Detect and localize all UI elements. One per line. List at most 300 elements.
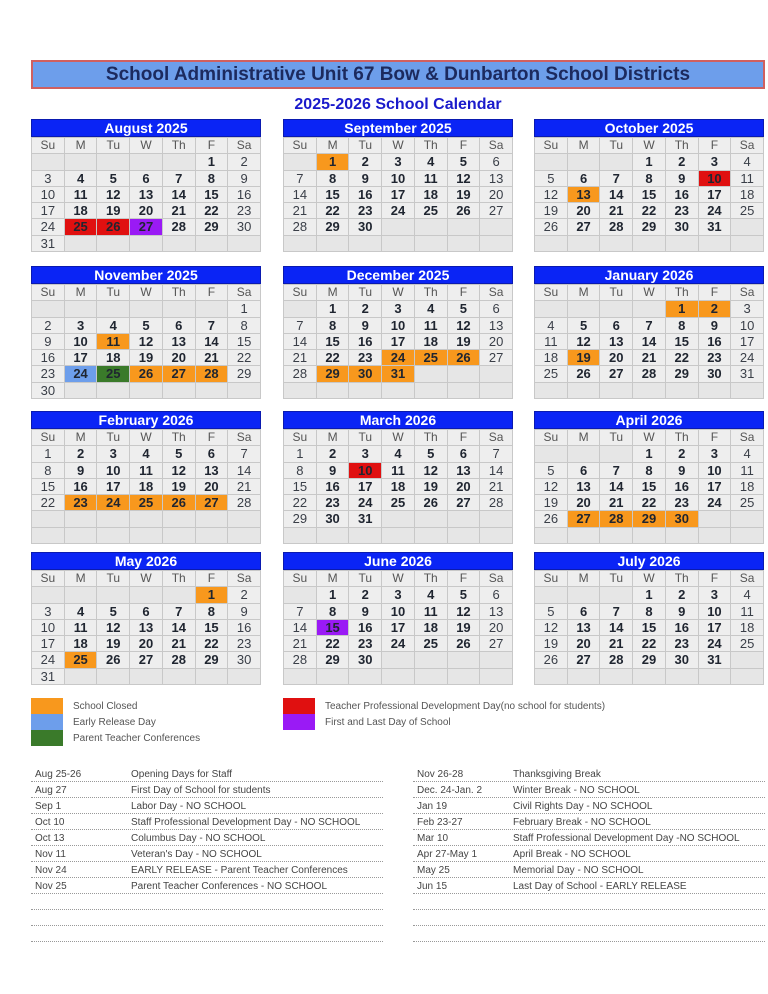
weekday-header: Th <box>163 138 196 154</box>
weekday-header: M <box>568 571 601 587</box>
day-cell: 14 <box>284 620 317 636</box>
event-date: Dec. 24-Jan. 2 <box>417 785 483 796</box>
day-cell: 22 <box>228 350 261 366</box>
weekday-header: W <box>633 285 666 301</box>
day-cell: 1 <box>284 446 317 462</box>
empty-cell <box>163 528 196 544</box>
weekday-header: M <box>317 430 350 446</box>
empty-cell <box>97 587 130 603</box>
empty-cell <box>97 236 130 252</box>
empty-cell <box>415 383 448 399</box>
weekday-header: W <box>130 138 163 154</box>
weekday-header: Tu <box>97 285 130 301</box>
month-title: August 2025 <box>31 119 261 137</box>
day-cell: 26 <box>535 511 568 527</box>
day-cell: 16 <box>228 187 261 203</box>
weekday-header: M <box>568 138 601 154</box>
day-cell: 13 <box>130 620 163 636</box>
day-cell: 2 <box>666 154 699 170</box>
empty-cell <box>130 236 163 252</box>
empty-cell <box>317 669 350 685</box>
month-title: October 2025 <box>534 119 764 137</box>
empty-cell <box>600 669 633 685</box>
day-cell: 29 <box>633 652 666 668</box>
day-cell: 16 <box>666 479 699 495</box>
day-cell: 7 <box>284 171 317 187</box>
day-cell: 24 <box>32 652 65 668</box>
event-date: Aug 27 <box>35 785 67 796</box>
day-cell: 27 <box>600 366 633 382</box>
event-row <box>413 814 765 830</box>
day-cell: 27 <box>196 495 229 511</box>
day-cell: 24 <box>699 495 732 511</box>
day-cell: 18 <box>731 479 764 495</box>
weekday-header: Sa <box>228 571 261 587</box>
day-cell: 23 <box>65 495 98 511</box>
weekday-header: Su <box>32 430 65 446</box>
day-cell: 25 <box>415 203 448 219</box>
empty-cell <box>699 511 732 527</box>
day-cell: 22 <box>317 636 350 652</box>
day-cell: 15 <box>284 479 317 495</box>
day-cell: 22 <box>633 203 666 219</box>
day-cell: 14 <box>163 187 196 203</box>
weekday-header: W <box>130 571 163 587</box>
day-cell: 1 <box>666 301 699 317</box>
day-cell: 14 <box>284 187 317 203</box>
day-cell: 30 <box>228 652 261 668</box>
weekday-header: F <box>448 571 481 587</box>
day-cell: 17 <box>382 620 415 636</box>
day-cell: 20 <box>448 479 481 495</box>
day-cell: 10 <box>32 620 65 636</box>
day-cell: 25 <box>130 495 163 511</box>
day-cell: 28 <box>284 366 317 382</box>
weekday-header: F <box>448 430 481 446</box>
day-cell: 23 <box>666 495 699 511</box>
day-cell: 26 <box>163 495 196 511</box>
weekday-header: M <box>317 138 350 154</box>
event-row <box>413 910 765 926</box>
day-cell: 14 <box>480 463 513 479</box>
day-cell: 28 <box>163 219 196 235</box>
empty-cell <box>317 383 350 399</box>
day-cell: 21 <box>228 479 261 495</box>
day-cell: 18 <box>382 479 415 495</box>
weekday-header: Sa <box>731 285 764 301</box>
day-cell: 23 <box>666 203 699 219</box>
empty-cell <box>535 528 568 544</box>
day-cell: 28 <box>633 366 666 382</box>
day-cell: 9 <box>317 463 350 479</box>
day-cell: 26 <box>130 366 163 382</box>
day-cell: 25 <box>535 366 568 382</box>
day-cell: 2 <box>349 154 382 170</box>
day-cell: 26 <box>448 636 481 652</box>
day-cell: 19 <box>568 350 601 366</box>
empty-cell <box>568 383 601 399</box>
day-cell: 18 <box>130 479 163 495</box>
event-row <box>31 926 383 942</box>
day-cell: 8 <box>32 463 65 479</box>
day-cell: 29 <box>196 652 229 668</box>
weekday-header: Sa <box>731 430 764 446</box>
day-cell: 30 <box>349 219 382 235</box>
event-row <box>31 782 383 798</box>
day-cell: 28 <box>600 511 633 527</box>
day-cell: 10 <box>699 463 732 479</box>
day-cell: 21 <box>480 479 513 495</box>
day-cell: 16 <box>349 334 382 350</box>
month-title: January 2026 <box>534 266 764 284</box>
day-cell: 28 <box>228 495 261 511</box>
calendar-subtitle: 2025-2026 School Calendar <box>294 96 502 113</box>
empty-cell <box>731 652 764 668</box>
day-cell: 15 <box>633 620 666 636</box>
event-description: Columbus Day - NO SCHOOL <box>131 833 266 844</box>
day-cell: 9 <box>666 604 699 620</box>
day-cell: 31 <box>731 366 764 382</box>
day-cell: 23 <box>32 366 65 382</box>
empty-cell <box>731 511 764 527</box>
day-cell: 27 <box>480 350 513 366</box>
legend-pd-swatch <box>283 698 315 714</box>
month-grid <box>283 570 513 685</box>
empty-cell <box>568 669 601 685</box>
empty-cell <box>317 528 350 544</box>
day-cell: 24 <box>382 636 415 652</box>
day-cell: 19 <box>535 495 568 511</box>
day-cell: 7 <box>600 171 633 187</box>
weekday-header: W <box>130 430 163 446</box>
day-cell: 28 <box>284 219 317 235</box>
day-cell: 1 <box>633 154 666 170</box>
event-row <box>31 830 383 846</box>
empty-cell <box>633 383 666 399</box>
day-cell: 29 <box>196 219 229 235</box>
day-cell: 29 <box>666 366 699 382</box>
empty-cell <box>731 528 764 544</box>
day-cell: 23 <box>228 636 261 652</box>
weekday-header: F <box>196 138 229 154</box>
legend-closed <box>31 698 137 714</box>
day-cell: 6 <box>130 171 163 187</box>
weekday-header: Th <box>666 571 699 587</box>
day-cell: 18 <box>65 636 98 652</box>
empty-cell <box>228 669 261 685</box>
empty-cell <box>130 587 163 603</box>
weekday-header: W <box>633 571 666 587</box>
month-title: March 2026 <box>283 411 513 429</box>
event-description: Parent Teacher Conferences - NO SCHOOL <box>131 881 328 892</box>
day-cell: 15 <box>633 479 666 495</box>
month-1 <box>283 119 513 252</box>
day-cell: 22 <box>666 350 699 366</box>
day-cell: 20 <box>480 334 513 350</box>
day-cell: 27 <box>480 203 513 219</box>
day-cell: 4 <box>130 446 163 462</box>
day-cell: 12 <box>568 334 601 350</box>
event-description: Labor Day - NO SCHOOL <box>131 801 247 812</box>
legend-conf-swatch <box>31 730 63 746</box>
event-date: Sep 1 <box>35 801 62 812</box>
month-grid <box>534 570 764 685</box>
day-cell: 7 <box>633 318 666 334</box>
day-cell: 25 <box>731 203 764 219</box>
event-row <box>31 846 383 862</box>
day-cell: 3 <box>349 446 382 462</box>
day-cell: 20 <box>568 636 601 652</box>
empty-cell <box>600 301 633 317</box>
empty-cell <box>699 528 732 544</box>
empty-cell <box>196 383 229 399</box>
day-cell: 20 <box>163 350 196 366</box>
day-cell: 17 <box>32 203 65 219</box>
empty-cell <box>97 154 130 170</box>
weekday-header: M <box>65 138 98 154</box>
day-cell: 21 <box>163 203 196 219</box>
day-cell: 6 <box>568 463 601 479</box>
empty-cell <box>163 383 196 399</box>
legend-firstlast-swatch <box>283 714 315 730</box>
day-cell: 16 <box>317 479 350 495</box>
day-cell: 4 <box>382 446 415 462</box>
day-cell: 6 <box>600 318 633 334</box>
day-cell: 27 <box>130 652 163 668</box>
day-cell: 30 <box>699 366 732 382</box>
weekday-header: Sa <box>731 138 764 154</box>
day-cell: 15 <box>317 620 350 636</box>
day-cell: 19 <box>130 350 163 366</box>
weekday-header: Tu <box>600 571 633 587</box>
day-cell: 3 <box>97 446 130 462</box>
day-cell: 5 <box>535 171 568 187</box>
day-cell: 6 <box>163 318 196 334</box>
day-cell: 31 <box>349 511 382 527</box>
day-cell: 31 <box>32 236 65 252</box>
event-row <box>31 878 383 894</box>
day-cell: 4 <box>731 446 764 462</box>
event-description: Staff Professional Development Day -NO SCHOOL <box>513 833 740 844</box>
empty-cell <box>731 219 764 235</box>
weekday-header: Tu <box>600 430 633 446</box>
day-cell: 11 <box>415 604 448 620</box>
day-cell: 13 <box>568 620 601 636</box>
day-cell: 17 <box>97 479 130 495</box>
day-cell: 24 <box>699 636 732 652</box>
legend-early-swatch <box>31 714 63 730</box>
weekday-header: M <box>568 285 601 301</box>
weekday-header: Tu <box>97 571 130 587</box>
day-cell: 2 <box>228 154 261 170</box>
day-cell: 16 <box>349 620 382 636</box>
event-date: Jan 19 <box>417 801 448 812</box>
day-cell: 4 <box>731 587 764 603</box>
day-cell: 20 <box>130 636 163 652</box>
event-row <box>413 798 765 814</box>
weekday-header: Th <box>415 285 448 301</box>
empty-cell <box>97 383 130 399</box>
day-cell: 6 <box>448 446 481 462</box>
empty-cell <box>480 219 513 235</box>
day-cell: 12 <box>535 479 568 495</box>
day-cell: 14 <box>284 334 317 350</box>
event-description: Veteran's Day - NO SCHOOL <box>131 849 262 860</box>
day-cell: 7 <box>480 446 513 462</box>
day-cell: 16 <box>699 334 732 350</box>
legend-conf-label: Parent Teacher Conferences <box>73 732 201 744</box>
empty-cell <box>535 301 568 317</box>
day-cell: 26 <box>97 652 130 668</box>
empty-cell <box>415 236 448 252</box>
event-date: Nov 11 <box>35 849 66 860</box>
empty-cell <box>163 154 196 170</box>
day-cell: 20 <box>600 350 633 366</box>
day-cell: 17 <box>731 334 764 350</box>
legend-early <box>31 714 156 730</box>
day-cell: 12 <box>448 171 481 187</box>
day-cell: 27 <box>568 511 601 527</box>
day-cell: 7 <box>163 171 196 187</box>
day-cell: 10 <box>382 318 415 334</box>
day-cell: 18 <box>415 187 448 203</box>
empty-cell <box>382 528 415 544</box>
day-cell: 2 <box>65 446 98 462</box>
calendar-title: School Administrative Unit 67 Bow & Dunbarton School Districts <box>31 60 765 89</box>
month-grid <box>31 570 261 685</box>
empty-cell <box>65 669 98 685</box>
weekday-header: Su <box>284 138 317 154</box>
empty-cell <box>382 219 415 235</box>
day-cell: 22 <box>317 350 350 366</box>
day-cell: 19 <box>535 203 568 219</box>
day-cell: 19 <box>415 479 448 495</box>
month-10 <box>283 552 513 685</box>
day-cell: 3 <box>32 171 65 187</box>
day-cell: 11 <box>382 463 415 479</box>
event-row <box>413 926 765 942</box>
day-cell: 2 <box>699 301 732 317</box>
day-cell: 26 <box>448 350 481 366</box>
day-cell: 21 <box>284 350 317 366</box>
day-cell: 14 <box>163 620 196 636</box>
day-cell: 7 <box>284 604 317 620</box>
day-cell: 23 <box>666 636 699 652</box>
day-cell: 27 <box>568 652 601 668</box>
empty-cell <box>349 383 382 399</box>
weekday-header: M <box>317 571 350 587</box>
month-grid <box>283 137 513 252</box>
day-cell: 28 <box>600 652 633 668</box>
month-title: November 2025 <box>31 266 261 284</box>
day-cell: 12 <box>97 187 130 203</box>
day-cell: 8 <box>633 171 666 187</box>
day-cell: 5 <box>97 171 130 187</box>
weekday-header: W <box>633 138 666 154</box>
event-description: Memorial Day - NO SCHOOL <box>513 865 644 876</box>
day-cell: 4 <box>65 171 98 187</box>
day-cell: 12 <box>448 604 481 620</box>
empty-cell <box>317 236 350 252</box>
empty-cell <box>228 528 261 544</box>
day-cell: 28 <box>163 652 196 668</box>
day-cell: 23 <box>349 636 382 652</box>
weekday-header: Tu <box>97 138 130 154</box>
empty-cell <box>448 383 481 399</box>
day-cell: 1 <box>196 587 229 603</box>
empty-cell <box>600 236 633 252</box>
day-cell: 1 <box>317 301 350 317</box>
day-cell: 22 <box>196 203 229 219</box>
empty-cell <box>163 669 196 685</box>
day-cell: 4 <box>65 604 98 620</box>
day-cell: 1 <box>633 587 666 603</box>
day-cell: 12 <box>535 620 568 636</box>
day-cell: 19 <box>97 636 130 652</box>
day-cell: 23 <box>349 350 382 366</box>
day-cell: 22 <box>196 636 229 652</box>
day-cell: 1 <box>228 301 261 317</box>
empty-cell <box>535 446 568 462</box>
weekday-header: Su <box>284 430 317 446</box>
day-cell: 29 <box>633 511 666 527</box>
day-cell: 10 <box>382 171 415 187</box>
month-grid <box>31 137 261 252</box>
empty-cell <box>32 301 65 317</box>
weekday-header: Tu <box>600 138 633 154</box>
day-cell: 26 <box>535 652 568 668</box>
weekday-header: Su <box>535 138 568 154</box>
day-cell: 11 <box>65 187 98 203</box>
empty-cell <box>448 669 481 685</box>
day-cell: 28 <box>480 495 513 511</box>
empty-cell <box>349 669 382 685</box>
day-cell: 1 <box>196 154 229 170</box>
day-cell: 19 <box>448 334 481 350</box>
weekday-header: M <box>65 285 98 301</box>
empty-cell <box>382 669 415 685</box>
month-title: July 2026 <box>534 552 764 570</box>
weekday-header: Sa <box>228 138 261 154</box>
day-cell: 24 <box>382 350 415 366</box>
day-cell: 30 <box>349 366 382 382</box>
event-row <box>413 878 765 894</box>
empty-cell <box>130 669 163 685</box>
day-cell: 18 <box>97 350 130 366</box>
day-cell: 22 <box>633 636 666 652</box>
day-cell: 1 <box>317 154 350 170</box>
day-cell: 17 <box>382 334 415 350</box>
weekday-header: Th <box>415 138 448 154</box>
empty-cell <box>535 587 568 603</box>
day-cell: 22 <box>317 203 350 219</box>
empty-cell <box>32 528 65 544</box>
empty-cell <box>448 528 481 544</box>
day-cell: 16 <box>32 350 65 366</box>
day-cell: 27 <box>480 636 513 652</box>
day-cell: 1 <box>633 446 666 462</box>
month-8 <box>534 411 764 544</box>
day-cell: 25 <box>415 636 448 652</box>
event-row <box>31 766 383 782</box>
day-cell: 2 <box>228 587 261 603</box>
day-cell: 9 <box>349 318 382 334</box>
day-cell: 2 <box>317 446 350 462</box>
day-cell: 27 <box>163 366 196 382</box>
month-grid <box>534 429 764 544</box>
empty-cell <box>382 236 415 252</box>
day-cell: 25 <box>731 495 764 511</box>
